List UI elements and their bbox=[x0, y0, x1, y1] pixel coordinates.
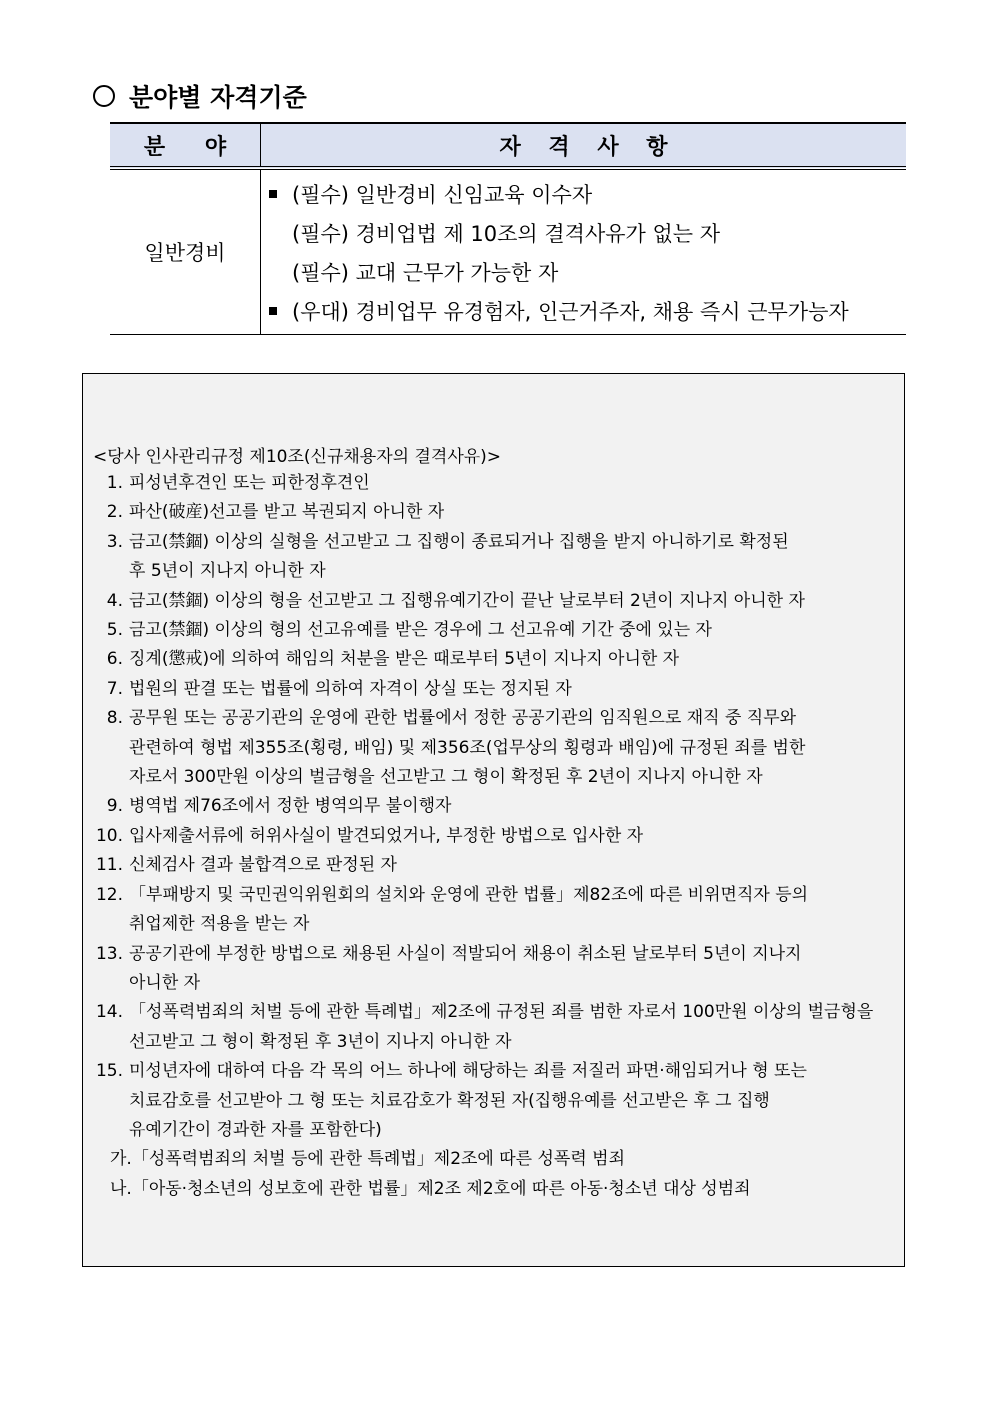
item-number: 7. bbox=[106, 678, 123, 699]
item-text: 피성년후견인 또는 피한정후견인 bbox=[129, 473, 370, 493]
requirement-item: (필수) 일반경비 신임교육 이수자 bbox=[269, 174, 906, 213]
item-text: 금고(禁錮) 이상의 형을 선고받고 그 집행유예기간이 끝난 날로부터 2년이 지나지 아니한 자 bbox=[129, 590, 805, 611]
list-item bbox=[92, 1028, 902, 1057]
list-item bbox=[92, 645, 902, 674]
square-bullet-icon bbox=[269, 307, 277, 315]
item-text: 유예기간이 경과한 자를 포함한다) bbox=[129, 1119, 382, 1140]
list-item bbox=[92, 1057, 902, 1086]
list-item bbox=[92, 940, 902, 969]
field-cell: 일반경비 bbox=[110, 168, 261, 335]
item-number: 13. bbox=[95, 943, 123, 964]
item-text: 「성폭력범죄의 처벌 등에 관한 특례법」제2조에 규정된 죄를 범한 자로서 100만원 이상의 벌금형을 bbox=[129, 1002, 874, 1023]
list-item bbox=[92, 822, 902, 851]
list-item bbox=[92, 881, 902, 910]
item-text: 입사제출서류에 허위사실이 발견되었거나, 부정한 방법으로 입사한 자 bbox=[129, 825, 644, 846]
item-text: 「부패방지 및 국민권익위원회의 설치와 운영에 관한 법률」제82조에 따른 비위면직자 등의 bbox=[129, 884, 809, 905]
item-text: 공공기관에 부정한 방법으로 채용된 사실이 적발되어 채용이 취소된 날로부터 5년이 지나지 bbox=[129, 943, 802, 964]
item-number: 6. bbox=[106, 649, 123, 670]
circle-bullet-icon bbox=[93, 85, 115, 107]
item-text: 금고(禁錮) 이상의 형의 선고유예를 받은 경우에 그 선고유예 기간 중에 있는 자 bbox=[129, 620, 712, 641]
list-item bbox=[92, 998, 902, 1027]
disqualification-list bbox=[92, 469, 902, 1204]
item-text: 자로서 300만원 이상의 벌금형을 선고받고 그 형이 확정된 후 2년이 지나지 아니한 자 bbox=[129, 767, 763, 788]
list-item bbox=[92, 587, 902, 616]
list-item bbox=[92, 1087, 902, 1116]
item-text: 관련하여 형법 제355조(횡령, 배임) 및 제356조(업무상의 횡령과 배임)에 규정된 죄를 범한 bbox=[129, 737, 806, 758]
item-text: 신체검사 결과 불합격으로 판정된 자 bbox=[129, 855, 397, 876]
item-text: 미성년자에 대하여 다음 각 목의 어느 하나에 해당하는 죄를 저질러 파면·해임되거나 형 또는 bbox=[129, 1061, 807, 1082]
list-item bbox=[92, 910, 902, 939]
item-text: 병역법 제76조에서 정한 병역의무 불이행자 bbox=[129, 796, 452, 817]
list-item bbox=[92, 763, 902, 792]
list-item bbox=[92, 851, 902, 880]
item-number: 9. bbox=[106, 796, 123, 817]
requirement-item: (우대) 경비업무 유경험자, 인근거주자, 채용 즉시 근무가능자 bbox=[269, 291, 906, 330]
header-qualifications: 자 격 사 항 bbox=[261, 123, 907, 168]
regulation-title: <당사 인사관리규정 제10조(신규채용자의 결격사유)> bbox=[93, 447, 502, 467]
item-number: 3. bbox=[106, 531, 123, 552]
item-number: 15. bbox=[95, 1061, 123, 1082]
list-item bbox=[92, 792, 902, 821]
item-text: 선고받고 그 형이 확정된 후 3년이 지나지 아니한 자 bbox=[129, 1031, 512, 1052]
list-item bbox=[92, 969, 902, 998]
list-item bbox=[92, 675, 902, 704]
item-text: 금고(禁錮) 이상의 실형을 선고받고 그 집행이 종료되거나 집행을 받지 아니하기로 확정된 bbox=[129, 531, 789, 552]
item-number: 5. bbox=[106, 620, 123, 641]
table-header-row bbox=[110, 123, 906, 168]
item-text: 취업제한 적용을 받는 자 bbox=[129, 914, 310, 935]
qualification-table bbox=[110, 122, 906, 335]
item-text: 파산(破産)선고를 받고 복권되지 아니한 자 bbox=[129, 502, 445, 523]
item-number: 11. bbox=[95, 855, 123, 876]
list-item bbox=[92, 616, 902, 645]
item-text: 후 5년이 지나지 아니한 자 bbox=[129, 561, 326, 582]
item-number: 1. bbox=[106, 473, 123, 493]
item-text: 징계(懲戒)에 의하여 해임의 처분을 받은 때로부터 5년이 지나지 아니한 자 bbox=[129, 649, 680, 670]
list-item bbox=[92, 734, 902, 763]
item-text: 법원의 판결 또는 법률에 의하여 자격이 상실 또는 정지된 자 bbox=[129, 678, 572, 699]
list-item bbox=[92, 469, 902, 498]
item-number: 14. bbox=[95, 1002, 123, 1023]
item-number: 10. bbox=[95, 825, 123, 846]
requirements-cell bbox=[261, 168, 907, 335]
list-item bbox=[92, 498, 902, 527]
table-row bbox=[110, 168, 906, 335]
section-title: 분야별 자격기준 bbox=[129, 83, 307, 112]
item-number: 2. bbox=[106, 502, 123, 523]
header-field: 분 야 bbox=[110, 123, 261, 168]
list-item bbox=[92, 1116, 902, 1145]
item-number: 8. bbox=[106, 708, 123, 729]
square-bullet-icon bbox=[269, 190, 277, 198]
requirement-item: (필수) 교대 근무가 가능한 자 bbox=[292, 260, 559, 285]
item-text: 공무원 또는 공공기관의 운영에 관한 법률에서 정한 공공기관의 임직원으로 재직 중 직무와 bbox=[129, 708, 797, 729]
item-number: 12. bbox=[95, 884, 123, 905]
list-item bbox=[92, 528, 902, 557]
item-text: 치료감호를 선고받아 그 형 또는 치료감호가 확정된 자(집행유예를 선고받은 후 그 집행 bbox=[129, 1090, 770, 1111]
item-text: 아니한 자 bbox=[129, 972, 201, 993]
item-number: 4. bbox=[106, 590, 123, 611]
section-heading bbox=[93, 76, 307, 116]
sub-item: 가.「성폭력범죄의 처벌 등에 관한 특례법」제2조에 따른 성폭력 범죄 bbox=[110, 1149, 626, 1170]
sub-item: 나.「아동·청소년의 성보호에 관한 법률」제2조 제2호에 따른 아동·청소년 대상 성범죄 bbox=[110, 1178, 751, 1199]
list-item bbox=[92, 704, 902, 733]
list-item bbox=[92, 557, 902, 586]
requirement-item: (필수) 경비업법 제 10조의 결격사유가 없는 자 bbox=[292, 221, 721, 246]
disqualification-box bbox=[82, 373, 905, 1267]
